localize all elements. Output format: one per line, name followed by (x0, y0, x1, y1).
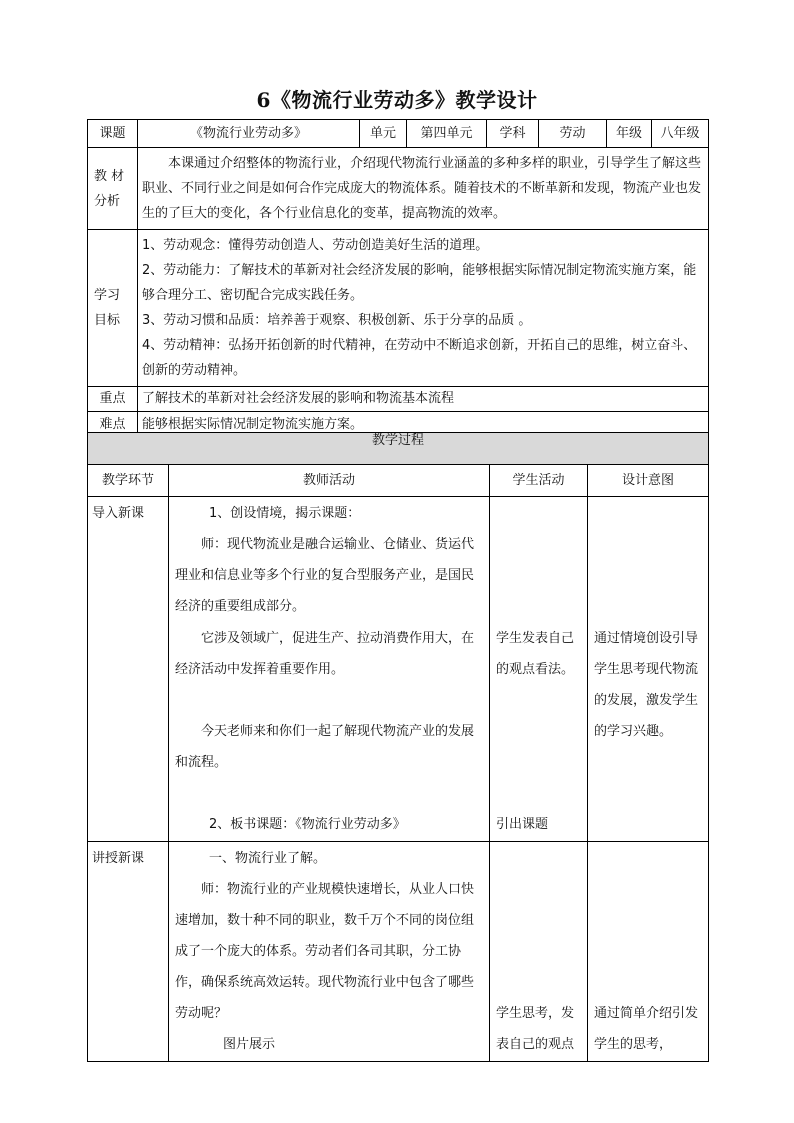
goals-label-line2: 目标 (94, 313, 121, 328)
analysis-label-line1: 教 材 (94, 168, 125, 184)
goal-item-1: 1、劳动观念：懂得劳动创造人、劳动创造美好生活的道理。 (142, 238, 489, 253)
unit-value: 第四单元 (407, 120, 487, 148)
intro-step-2: 2、板书课题：《物流行业劳动多》 (209, 817, 406, 832)
intro-context: 它涉及领域广，促进生产、拉动消费作用大，在经济活动中发挥着重要作用。 (175, 631, 475, 677)
new-student-response: 学生思考，发表自己的观点 (496, 1006, 575, 1052)
document-title: 6《物流行业劳动多》教学设计 (256, 88, 538, 112)
lesson-info-table (87, 119, 709, 438)
difficulty-label: 难点 (88, 412, 138, 438)
intro-student-response: 学生发表自己的观点看法。 (496, 631, 575, 677)
new-intent-text: 通过简单介绍引发学生的思考， (594, 1006, 699, 1052)
key-label: 重点 (88, 387, 138, 412)
teacher-activity-new (169, 842, 490, 1062)
goals-label (88, 230, 138, 387)
teacher-activity-intro (169, 497, 490, 842)
intro-intent-text: 通过情境创设引导学生思考现代物流的发展，激发学生的学习兴趣。 (594, 631, 699, 739)
intro-student-topic: 引出课题 (496, 817, 549, 832)
header-intent: 设计意图 (588, 465, 709, 497)
unit-label: 单元 (360, 120, 407, 148)
intro-teacher-speech: 师：现代物流业是融合运输业、仓储业、货运代理业和信息业等多个行业的复合型服务产业，是国民经济的重要组成部分。 (175, 537, 475, 614)
difficulty-text: 能够根据实际情况制定物流实施方案。 (138, 412, 709, 438)
intent-intro (588, 497, 709, 842)
analysis-cell (138, 148, 709, 230)
intent-new (588, 842, 709, 1062)
stage-intro: 导入新课 (88, 497, 169, 842)
header-teacher: 教师活动 (169, 465, 490, 497)
new-picture-show: 图片展示 (223, 1037, 276, 1052)
process-banner: 教学过程 (88, 433, 709, 465)
header-student: 学生活动 (490, 465, 588, 497)
goal-item-2: 2、劳动能力：了解技术的革新对社会经济发展的影响，能够根据实际情况制定物流实施方案，能够合理分工、密切配合完成实践任务。 (142, 263, 697, 303)
grade-value: 八年级 (652, 120, 709, 148)
student-activity-new (490, 842, 588, 1062)
goal-item-3: 3、劳动习惯和品质：培养善于观察、积极创新、乐于分享的品质 。 (142, 313, 532, 328)
subject-value: 劳动 (539, 120, 607, 148)
intro-today: 今天老师来和你们一起了解现代物流产业的发展和流程。 (175, 724, 475, 770)
goal-item-4: 4、劳动精神：弘扬开拓创新的时代精神，在劳动中不断追求创新，开拓自己的思维，树立奋斗、创新的劳动精神。 (142, 338, 697, 378)
intro-step-1: 1、创设情境，揭示课题： (209, 506, 361, 521)
goals-label-line1: 学习 (94, 288, 121, 303)
goals-cell (138, 230, 709, 387)
topic-value: 《物流行业劳动多》 (138, 120, 360, 148)
teaching-process-table (87, 432, 709, 1062)
topic-label: 课题 (88, 120, 138, 148)
subject-label: 学科 (487, 120, 539, 148)
analysis-label (88, 148, 138, 230)
new-section-1: 一、物流行业了解。 (209, 851, 327, 866)
grade-label: 年级 (607, 120, 652, 148)
analysis-text: 本课通过介绍整体的物流行业，介绍现代物流行业涵盖的多种多样的职业，引导学生了解这些职业、不同行业之间是如何合作完成庞大的物流体系。随着技术的不断革新和发现，物流产业也发生的了巨大的变化，各个行业信息化的变革，提高物流的效率。 (142, 156, 702, 221)
student-activity-intro (490, 497, 588, 842)
new-teacher-speech: 师：物流行业的产业规模快速增长，从业人口快速增加，数十种不同的职业，数千万个不同的岗位组成了一个庞大的体系。劳动者们各司其职，分工协作，确保系统高效运转。现代物流行业中包含了哪些劳动呢？ (175, 882, 475, 1021)
header-stage: 教学环节 (88, 465, 169, 497)
key-text: 了解技术的革新对社会经济发展的影响和物流基本流程 (138, 387, 709, 412)
stage-new-lesson: 讲授新课 (88, 842, 169, 1062)
analysis-label-line2: 分析 (94, 193, 121, 209)
